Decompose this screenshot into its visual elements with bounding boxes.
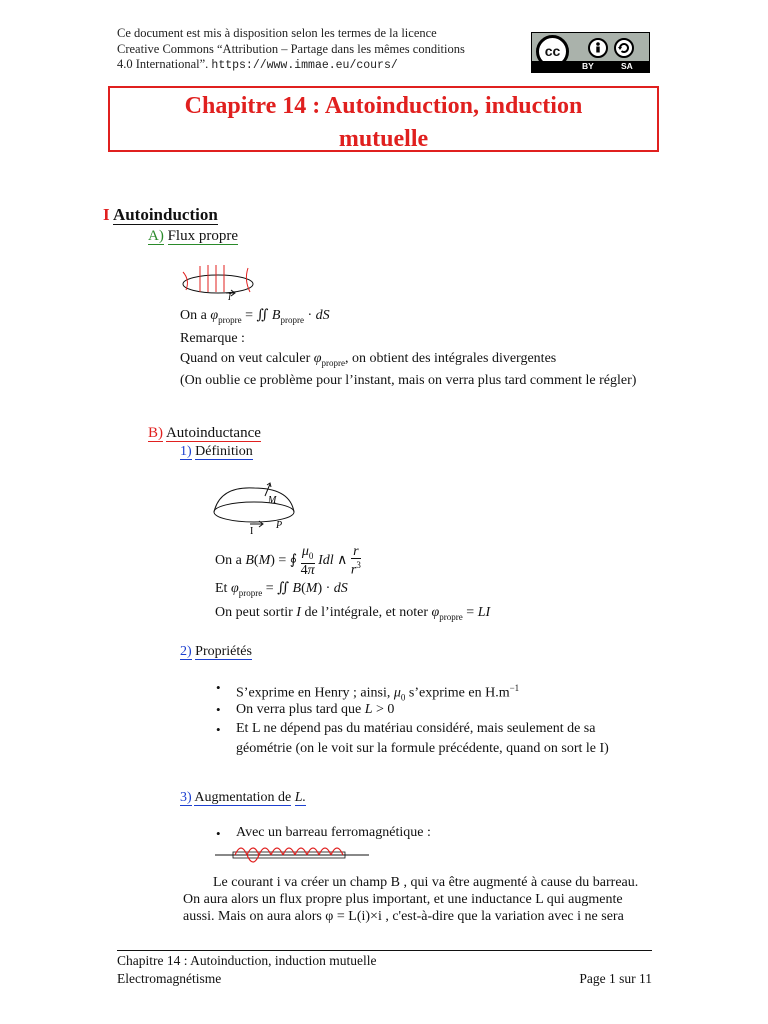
augmentation-heading: 3) Augmentation de L. — [180, 790, 307, 805]
section-heading: I Autoinduction — [103, 205, 218, 224]
properties-heading: 2) Propriétés — [180, 644, 252, 659]
page-number: Page 1 sur 11 — [579, 971, 652, 986]
chapter-title-line-2: mutuelle — [338, 126, 429, 152]
augmentation-item-1: Avec un barreau ferromagnétique : — [236, 825, 431, 840]
property-item-1: S’exprime en Henry ; ainsi, $\mu_0$ s’exprime en $H.m^{-1}$ — [236, 683, 520, 703]
badge-by: BY — [582, 61, 594, 71]
bullet-icon: • — [216, 826, 221, 841]
property-item-3: Et L ne dépend pas du matériau considéré, mais seulement de sa géométrie (on le voit sur la formule précédente, quand on sort le I) — [236, 721, 609, 756]
attribution-icon — [588, 38, 608, 58]
remark-line-2: (On oublie ce problème pour l’instant, mais on verra plus tard comment le régler) — [180, 373, 637, 388]
subsection-b-heading: B) Autoinductance — [148, 425, 261, 441]
cc-by-sa-logo[interactable] — [531, 32, 650, 73]
footer-divider — [117, 950, 652, 951]
bullet-icon: • — [216, 722, 221, 737]
subsection-a-heading: A) Flux propre — [148, 228, 238, 244]
figure-label-m: M — [268, 495, 277, 506]
footer-subject: Electromagnétisme — [117, 971, 222, 986]
property-item-2: On verra plus tard que L > 0 — [236, 702, 395, 717]
definition-heading: 1) Définition — [180, 444, 253, 459]
flux-loop-figure — [178, 262, 268, 302]
flux-definition: On a $\varphi_{propre}$ = ∬ $B_{propre}$ · dS — [180, 308, 330, 325]
remark-line-1: Quand on veut calculer $\varphi_{propre}$, on obtient des intégrales divergentes — [180, 351, 557, 368]
flux-figure-current-label: I — [228, 292, 231, 302]
share-alike-icon — [614, 38, 634, 58]
figure-label-i: I — [250, 526, 254, 536]
flux-surface-equation: Et $\varphi_{propre}$ = ∬ B(M) · dS — [215, 581, 348, 598]
license-line-3: 4.0 International”. — [117, 57, 209, 71]
license-line-1: Ce document est mis à disposition selon les termes de la licence — [117, 26, 437, 40]
bullet-icon: • — [216, 702, 221, 717]
augmentation-paragraph: Le courant i va créer un champ B , qui va être augmenté à cause du barreau. On aura alors un flux propre plus important, et une inductance L qui augmente aussi. Mais on aura alors φ = L(i)×i , c'est-à-dire que la variation avec i ne sera — [183, 875, 639, 924]
bullet-icon: • — [216, 680, 221, 695]
license-url[interactable]: https://www.immae.eu/cours/ — [211, 59, 398, 72]
badge-sa: SA — [621, 61, 633, 71]
flux-equation: $\varphi_{propre}$ = ∬ $B_{propre}$ · dS — [210, 308, 330, 325]
biot-savart-equation: On a B(M) = ∮ $\frac{\mu_0}{4\pi}$ Idl ∧ $\frac{r}{r^3}$ — [215, 544, 361, 578]
chapter-title-line-1: Chapitre 14 : Autoinduction, induction — [184, 93, 583, 119]
footer-chapter: Chapitre 14 : Autoinduction, induction mutuelle — [117, 953, 377, 968]
license-notice — [117, 26, 487, 74]
figure-label-p: P — [276, 520, 283, 531]
license-line-2: Creative Commons “Attribution – Partage dans les mêmes conditions — [117, 41, 465, 56]
inductance-definition: On peut sortir I de l’intégrale, et noter $\varphi_{propre}$ = LI — [215, 605, 491, 622]
surface-loop-figure — [210, 478, 300, 536]
remark-title: Remarque : — [180, 331, 245, 346]
coil-figure — [213, 840, 373, 870]
cc-icon: cc — [536, 35, 569, 68]
chapter-title-box — [108, 86, 659, 152]
